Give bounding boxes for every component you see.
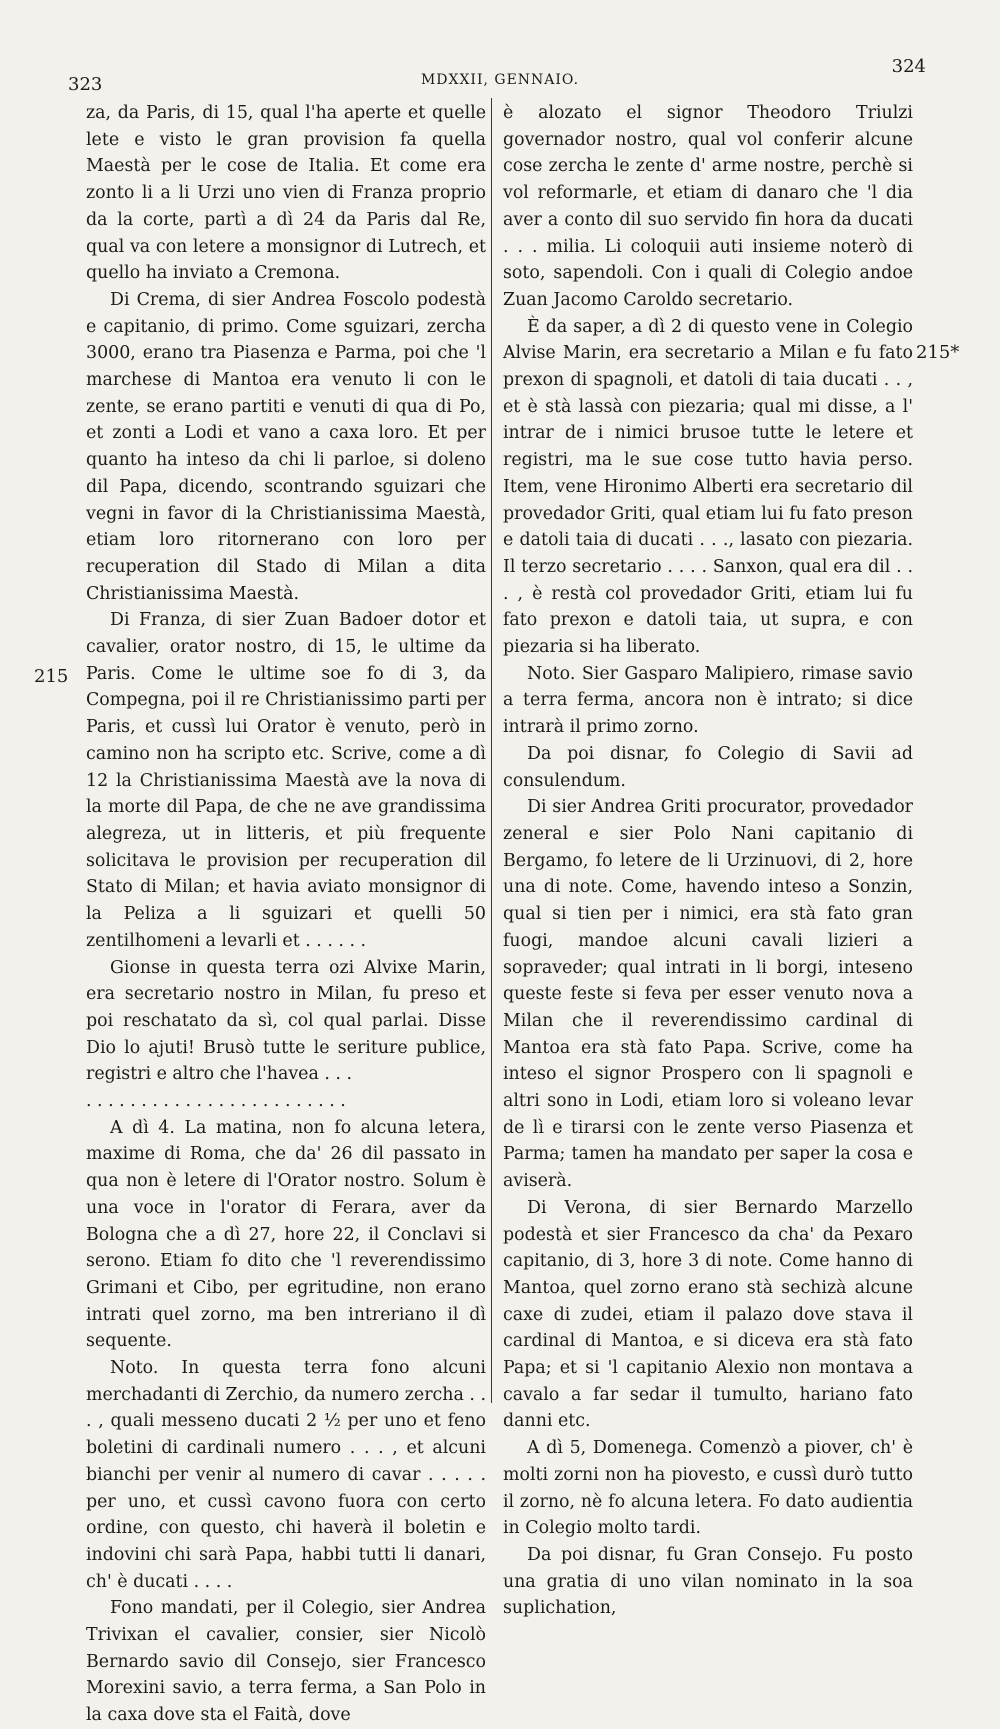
page-number-left: 323	[68, 74, 103, 95]
paragraph: Di Verona, di sier Bernardo Marzello podestà et sier Francesco da cha' da Pexaro capitanio, di 3, hore 3 di note. Come hanno di Mantoa, quel zorno erano stà sechizà alcune caxe di zudei, etiam il palazo dove stava il cardinal di Mantoa, e si diceva era stà fato Papa; et si 'l capitanio Alexio non montava a cavalo a far sedar il tumulto, hariano fato danni etc.	[503, 1197, 913, 1432]
paragraph: Gionse in questa terra ozi Alvixe Marin, era secretario nostro in Milan, fu preso et poi reschatato da sì, col qual parlai. Disse Dio lo ajuti! Brusò tutte le seriture publice, registri e altro che l'havea . . .	[86, 957, 486, 1085]
margin-note-right: 215*	[916, 342, 960, 363]
paragraph: Da poi disnar, fu Gran Consejo. Fu posto una gratia di uno vilan nominato in la soa suplichation,	[503, 1544, 913, 1619]
paragraph: Di Crema, di sier Andrea Foscolo podestà e capitanio, di primo. Come sguizari, zercha 3000, erano tra Piasenza e Parma, poi che 'l marchese di Mantoa era venuto li con le zente, se erano partiti e venuti di qua di Po, et zonti a Lodi et vano a caxa loro. Et per quanto ha inteso da chi li parloe, si doleno dil Papa, dicendo, scontrando sguizari che vegni in favor di la Christianissima Maestà, etiam loro ritornerano con loro per recuperation dil Stado di Milan a dita Christianissima Maestà.	[86, 289, 486, 604]
left-column	[86, 100, 486, 1729]
column-divider	[491, 98, 492, 1403]
margin-note-left: 215	[34, 666, 69, 687]
running-title: MDXXII, GENNAIO.	[420, 72, 580, 88]
ellipsis-line: . . . . . . . . . . . . . . . . . . . . . . . .	[86, 1091, 346, 1112]
paragraph: za, da Paris, di 15, qual l'ha aperte et quelle lete e visto le gran provision fa quella Maestà per le cose de Italia. Et come era zonto li a li Urzi uno vien di Franza proprio da la corte, partì a dì 24 da Paris dal Re, qual va con letere a monsignor di Lutrech, et quello ha inviato a Cremona.	[86, 103, 486, 284]
paragraph: è alozato el signor Theodoro Triulzi governador nostro, qual vol conferir alcune cose zercha le zente d' arme nostre, perchè si vol reformarle, et etiam di danaro che 'l dia aver a conto dil suo servido fin hora da ducati . . . milia. Li coloquii auti insieme noterò di soto, sapendoli. Con i quali di Colegio andoe Zuan Jacomo Caroldo secretario.	[503, 103, 913, 310]
right-column	[503, 100, 913, 1622]
paragraph: Noto. Sier Gasparo Malipiero, rimase savio a terra ferma, ancora non è intrato; si dice intrarà il primo zorno.	[503, 663, 913, 738]
paragraph: Di Franza, di sier Zuan Badoer dotor et cavalier, orator nostro, di 15, le ultime da Paris. Come le ultime soe fo di 3, da Compegna, poi il re Christianissimo parti per Paris, et cussì lui Orator è venuto, però in camino non ha scripto etc. Scrive, come a dì 12 la Christianissima Maestà ave la nova di la morte dil Papa, de che ne ave grandissima alegreza, ut in litteris, et più frequente solicitava le provision per recuperation dil Stato di Milan; et havia aviato monsignor di la Peliza a li sguizari et quelli 50 zentilhomeni a levarli et . . . . . .	[86, 610, 486, 951]
page-number-right: 324	[891, 56, 926, 77]
paragraph: A dì 4. La matina, non fo alcuna letera, maxime di Roma, che da' 26 dil passato in qua non è letere di l'Orator nostro. Solum è una voce in l'orator di Ferara, aver da Bologna che a dì 27, hore 22, il Conclavi si serono. Etiam fo dito che 'l reverendissimo Grimani et Cibo, per egritudine, non erano intrati quel zorno, ma ben intreriano il dì sequente.	[86, 1117, 486, 1352]
paragraph: Fono mandati, per il Colegio, sier Andrea Trivixan el cavalier, consier, sier Nicolò Bernardo savio dil Consejo, sier Francesco Morexini savio, a terra ferma, a San Polo in la caxa dove sta el Faità, dove	[86, 1598, 486, 1726]
paragraph: A dì 5, Domenega. Comenzò a piover, ch' è molti zorni non ha piovesto, e cussì durò tutto il zorno, nè fo alcuna letera. Fo dato audientia in Colegio molto tardi.	[503, 1438, 913, 1539]
paragraph: Noto. In questa terra fono alcuni merchadanti di Zerchio, da numero zercha . . . , quali messeno ducati 2 ½ per uno et feno boletini di cardinali numero . . . , et alcuni bianchi per venir al numero di cavar . . . . . per uno, et cussì cavono fuora con certo ordine, con questo, chi haverà il boletin e indovini chi sarà Papa, habbi tutti li danari, ch' è ducati . . . .	[86, 1358, 486, 1592]
paragraph: È da saper, a dì 2 di questo vene in Colegio Alvise Marin, era secretario a Milan e fu fato prexon di spagnoli, et datoli di taia ducati . . , et è stà lassà con piezaria; qual mi disse, a l' intrar de i nimici brusoe tutte le letere et registri, ma le sue cose tutto havia perso. Item, vene Hironimo Alberti era secretario dil provedador Griti, qual etiam lui fu fato preson e datoli taia di ducati . . ., lasato con piezaria. Il terzo secretario . . . . Sanxon, qual era dil . . . , è restà col provedador Griti, etiam lui fu fato prexon e datoli taia, ut supra, e con piezaria si ha liberato.	[503, 316, 913, 658]
paragraph: Da poi disnar, fo Colegio di Savii ad consulendum.	[503, 743, 913, 791]
paragraph: Di sier Andrea Griti procurator, provedador zeneral e sier Polo Nani capitanio di Bergamo, fo letere de li Urzinuovi, di 2, hore una di note. Come, havendo inteso a Sonzin, qual si tien per i nimici, era stà fato gran fuogi, mandoe alcuni cavali lizieri a sopraveder; qual intrati in li borgi, inteseno queste feste si feva per esser venuto nova a Milan che il reverendissimo cardinal di Mantoa era stà fato Papa. Scrive, come ha inteso el signor Prospero con li spagnoli e altri sono in Lodi, etiam loro si voleano levar de lì e tirarsi con le zente verso Piasenza et Parma; tamen ha mandato per saper la cosa e aviserà.	[503, 797, 913, 1192]
